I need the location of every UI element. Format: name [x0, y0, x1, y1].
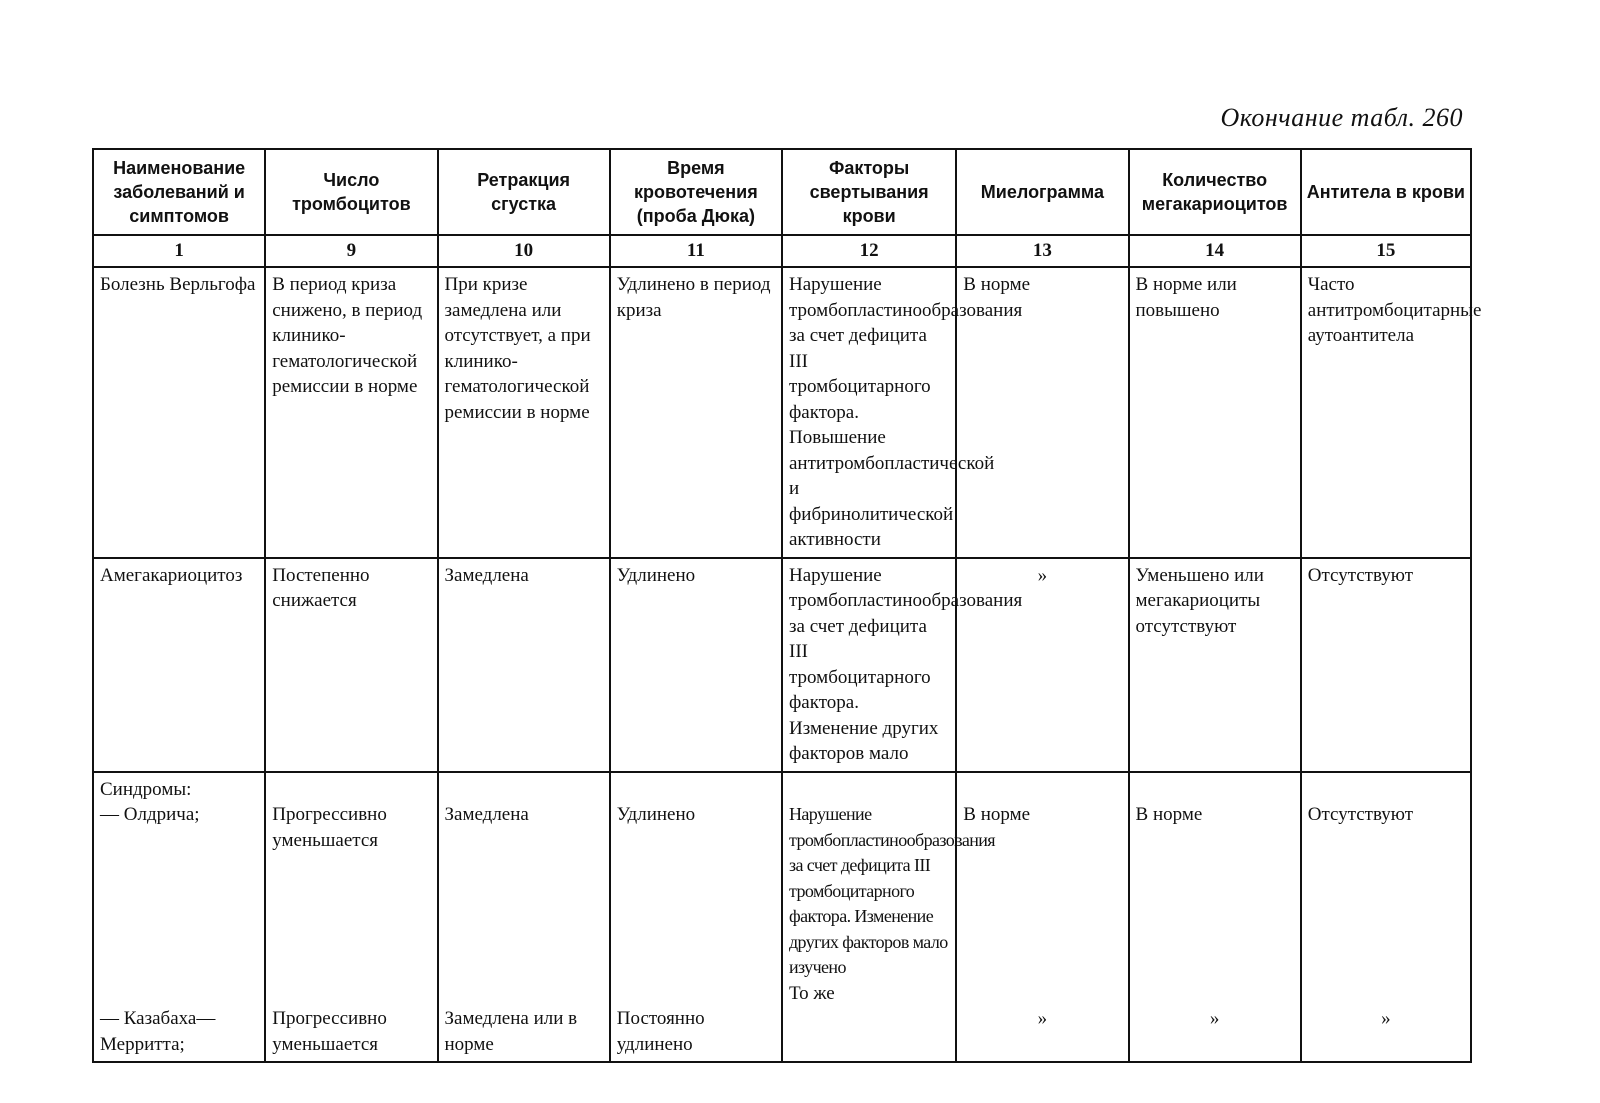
factors-value: Нарушение тромбопластинообразования за счет дефицита III тромбоцитарного фактора. Изменение других факторов мало изучено — [789, 804, 995, 977]
column-number: 9 — [265, 235, 437, 267]
column-number: 12 — [782, 235, 956, 267]
factors-cell: Нарушение тромбопластинообразования за счет дефицита III тромбоцитарного фактора. Повышение антитромбопластической и фибринолитической активности — [782, 267, 956, 558]
syndrome-name: — Казабаха—Мерритта; — [100, 1008, 216, 1055]
antibodies-cell: Отсутствуют — [1301, 558, 1471, 772]
disease-name — [93, 772, 265, 1063]
myelogram-cell: » — [956, 558, 1128, 772]
antibodies-value: Отсутствуют — [1307, 804, 1414, 825]
column-number: 15 — [1301, 235, 1471, 267]
syndrome-name: — Олдрича; — [100, 804, 200, 825]
retraction-value: Замедлена или в норме — [444, 1008, 578, 1055]
factors-cell: Нарушение тромбопластинообразования за счет дефицита III тромбоцитарного фактора. Изменение других факторов мало — [782, 558, 956, 772]
header-cell: Факторы свертывания крови — [782, 149, 956, 235]
header-cell: Ретракция сгустка — [438, 149, 610, 235]
table-row-syndromes — [93, 772, 1471, 1063]
antibodies-value: » — [1381, 1008, 1391, 1029]
factors-value: То же — [789, 982, 835, 1004]
header-cell: Антитела в крови — [1301, 149, 1471, 235]
column-number-row — [93, 235, 1471, 267]
megakaryocytes-cell: В норме или повышено — [1129, 267, 1301, 558]
column-number: 10 — [438, 235, 610, 267]
megakaryocytes-cell: Уменьшено или мегакариоциты отсутствуют — [1129, 558, 1301, 772]
bleeding-time-cell — [610, 772, 782, 1063]
retraction-cell: Замедлена — [438, 558, 610, 772]
bleeding-time-cell: Удлинено — [610, 558, 782, 772]
column-number: 13 — [956, 235, 1128, 267]
retraction-value: Замедлена — [444, 804, 529, 825]
data-table — [92, 148, 1482, 1063]
myelogram-value: В норме — [963, 804, 1031, 825]
myelogram-cell — [956, 772, 1128, 1063]
megakaryocytes-value: В норме — [1135, 804, 1203, 825]
retraction-cell — [438, 772, 610, 1063]
platelets-cell — [265, 772, 437, 1063]
megakaryocytes-value: » — [1209, 1008, 1220, 1029]
header-cell: Число тромбоцитов — [265, 149, 437, 235]
bleeding-time-value: Удлинено — [616, 804, 696, 825]
syndromes-title: Синдромы: — [100, 778, 192, 800]
header-cell: Время кровотечения (проба Дюка) — [610, 149, 782, 235]
antibodies-cell — [1301, 772, 1471, 1063]
table-row — [93, 558, 1471, 772]
antibodies-cell: Часто антитромбоцитарные аутоантитела — [1301, 267, 1471, 558]
platelets-value: Прогрессивно уменьшается — [272, 804, 387, 851]
column-number: 11 — [610, 235, 782, 267]
column-number: 14 — [1129, 235, 1301, 267]
platelets-cell: Постепенно снижается — [265, 558, 437, 772]
column-number: 1 — [93, 235, 265, 267]
retraction-cell: При кризе замедлена или отсутствует, а при клинико-гематологической ремиссии в норме — [438, 267, 610, 558]
bleeding-time-value: Постоянно удлинено — [616, 1008, 705, 1055]
disease-name: Амегакариоцитоз — [93, 558, 265, 772]
factors-cell — [782, 772, 995, 1063]
header-row — [93, 149, 1471, 235]
header-cell: Миелограмма — [956, 149, 1128, 235]
megakaryocytes-cell — [1129, 772, 1301, 1063]
myelogram-cell: В норме — [956, 267, 1128, 558]
bleeding-time-cell: Удлинено в период криза — [610, 267, 782, 558]
header-cell: Количество мегакариоцитов — [1129, 149, 1301, 235]
disease-name: Болезнь Верльгофа — [93, 267, 265, 558]
table-row — [93, 267, 1471, 558]
platelets-value: Прогрессивно уменьшается — [272, 1008, 387, 1055]
platelets-cell: В период криза снижено, в период клинико-гематологической ремиссии в норме — [265, 267, 437, 558]
header-cell: Наименование заболеваний и симптомов — [93, 149, 265, 235]
myelogram-value: » — [1037, 1008, 1048, 1029]
table-caption: Окончание табл. 260 — [1220, 103, 1463, 132]
